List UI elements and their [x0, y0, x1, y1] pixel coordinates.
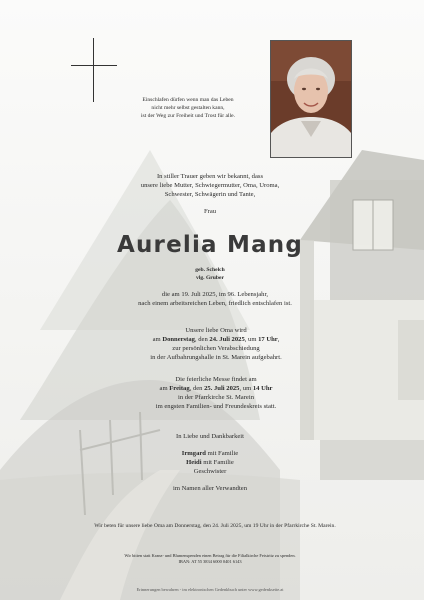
- mass-line: in der Pfarrkirche St. Marein: [178, 394, 254, 401]
- relatives-line: im Namen aller Verwandten: [172, 485, 248, 492]
- mourner-line: Geschwister: [193, 468, 227, 475]
- quote-line: nicht mehr selbst gestalten kann,: [151, 105, 225, 111]
- portrait-photo: [270, 40, 352, 158]
- death-line: die am 19. Juli 2025, im 96. Lebensjahr,: [161, 291, 269, 298]
- death-line: nach einem arbeitsreichen Leben, friedlich entschlafen ist.: [138, 300, 292, 307]
- mourner-line: Irmgard mit Familie: [181, 450, 239, 457]
- intro-line: unsere liebe Mutter, Schwiegermutter, Oma, Uroma,: [140, 182, 280, 189]
- footer-note: Erinnerungen bewahren - im elektronischen Gedenkbuch unter www.gedenkseite.at: [136, 587, 284, 592]
- intro-line: Schwester, Schwägerin und Tante,: [164, 191, 256, 198]
- quote-line: ist der Weg zur Freiheit und Trost für alle.: [140, 113, 236, 119]
- prayer-notice: Wir beten für unsere liebe Oma am Donnerstag, den 24. Juli 2025, um 19 Uhr in der Pfarrkirche St. Marein.: [94, 523, 336, 529]
- death-notice: [90, 290, 340, 308]
- donation-notice: [60, 553, 360, 565]
- donation-line: Wir bitten statt Kranz- und Blumenspenden einen Betrag für die Filialkirche Feistritz zu spenden.: [124, 553, 296, 558]
- salutation: Frau: [203, 208, 217, 215]
- viewing-line: zur persönlichen Verabschiedung: [172, 345, 260, 352]
- mass-date-line: am Freitag, den 25. Juli 2025, um 14 Uhr: [159, 385, 273, 392]
- quote-line: Einschlafen dürfen wenn man das Leben: [142, 97, 234, 103]
- viewing-line: in der Aufbahrungshalle in St. Marein aufgebahrt.: [150, 354, 282, 361]
- intro-line: In stiller Trauer geben wir bekannt, dass: [156, 173, 264, 180]
- viewing-info: [96, 326, 336, 362]
- maiden-name: [160, 266, 260, 282]
- deceased-name: Aurelia Mang: [116, 232, 304, 258]
- memorial-quote: [108, 96, 268, 120]
- iban-line: IBAN: AT 55 3834 6000 0401 6143: [178, 559, 242, 564]
- mourners: [100, 432, 320, 493]
- farm-name: vlg. Gruber: [196, 275, 224, 281]
- mourner-line: Heidi mit Familie: [186, 459, 234, 466]
- thanks-line: In Liebe und Dankbarkeit: [176, 433, 244, 440]
- cross-icon: [71, 38, 117, 102]
- mass-info: [96, 375, 336, 411]
- mass-line: im engsten Familien- und Freundeskreis statt.: [155, 403, 277, 410]
- mass-line: Die feierliche Messe findet am: [175, 376, 257, 383]
- announcement-intro: [100, 172, 320, 216]
- viewing-date-line: am Donnerstag, den 24. Juli 2025, um 17 Uhr,: [152, 336, 280, 343]
- viewing-line: Unsere liebe Oma wird: [185, 327, 247, 334]
- birth-name: geb. Schelch: [195, 267, 225, 273]
